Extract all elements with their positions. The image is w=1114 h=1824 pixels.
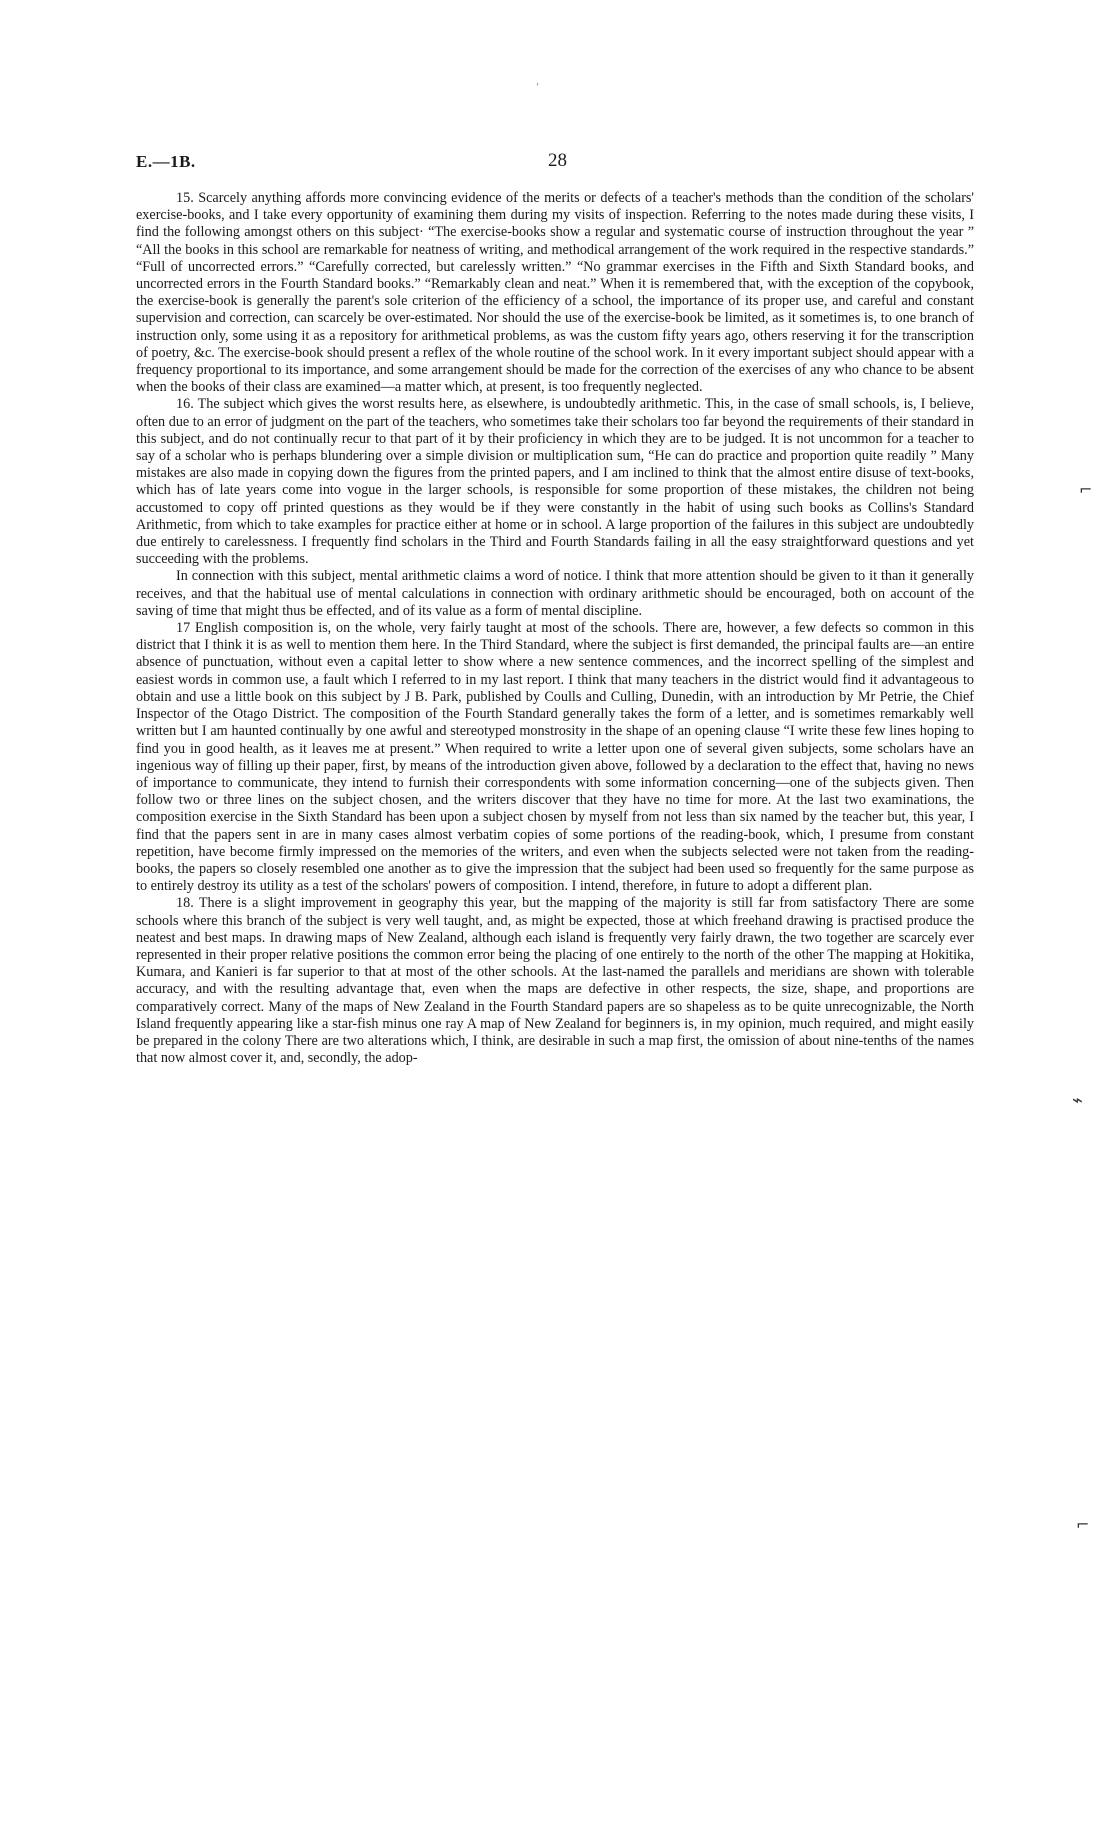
- paragraph-15: 15. Scarcely anything affords more convincing evidence of the merits or defects of a teacher's methods than the condition of the scholars' exercise-books, and I take every opportunity of examining them during my visits of inspection. Referring to the notes made during these visits, I find the following amongst others on this subject· “The exercise-books show a regular and systematic course of instruction throughout the year ” “All the books in this school are remarkable for neatness of writing, and methodical arrangement of the work required in the respective standards.” “Full of uncorrected errors.” “Carefully corrected, but carelessly written.” “No grammar exercises in the Fifth and Sixth Standard books, and uncorrected errors in the Fourth Standard books.” “Remarkably clean and neat.” When it is remembered that, with the exception of the copybook, the exercise-book is generally the parent's sole criterion of the efficiency of a school, the importance of its proper use, and careful and constant supervision and correction, can scarcely be over-estimated. Nor should the use of the exercise-book be limited, as it sometimes is, to one branch of instruction only, some using it as a repository for arithmetical problems, as was the custom fifty years ago, others reserving it for the transcription of poetry, &c. The exercise-book should present a reflex of the whole routine of the school work. In it every important subject should appear with a frequency proportional to its importance, and some arrangement should be made for the correction of the exercises of any who chance to be absent when the books of their class are examined—a matter which, at present, is too frequently neglected.: [136, 190, 974, 396]
- margin-pencil-mark: ⌐: [1076, 1515, 1090, 1534]
- paragraph-17: 17 English composition is, on the whole, very fairly taught at most of the schools. There are, however, a few defects so common in this district that I think it is as well to mention them here. In the Third Standard, where the subject is first demanded, the principal faults are—an entire absence of punctuation, without even a capital letter to show where a new sentence commences, and the incorrect spelling of the simplest and easiest words in common use, a fault which I referred to in my last report. I think that many teachers in the district would find it advantageous to obtain and use a little book on this subject by J B. Park, published by Coulls and Culling, Dunedin, with an introduction by Mr Petrie, the Chief Inspector of the Otago District. The composition of the Fourth Standard generally takes the form of a letter, and is sometimes remarkably well written but I am haunted continually by one awful and stereotyped monstrosity in the shape of an opening clause “I write these few lines hoping to find you in good health, as it leaves me at present.” When required to write a letter upon one of several given subjects, some scholars have an ingenious way of filling up their paper, first, by means of the introduction given above, followed by a declaration to the effect that, having no news of importance to communicate, they intend to furnish their correspondents with some information concerning—one of the subjects given. Then follow two or three lines on the subject chosen, and the writers discover that they have no time for more. At the last two examinations, the composition exercise in the Sixth Standard has been upon a subject chosen by myself from not less than six named by the teacher but, this year, I find that the papers sent in are in many cases almost verbatim copies of some portions of the reading-book, which, I presume from constant repetition, have become firmly impressed on the memories of the writers, and even when the subjects selected were not taken from the reading-books, the papers so closely resembled one another as to give the impression that the subject had been used so frequently for the same purpose as to entirely destroy its utility as a test of the scholars' powers of composition. I intend, therefore, in future to adopt a different plan.: [136, 620, 974, 895]
- page-number: 28: [548, 150, 567, 171]
- body-text: [136, 190, 974, 1067]
- margin-pencil-mark: ⌁: [1072, 1090, 1083, 1111]
- paragraph-mental-arithmetic: In connection with this subject, mental arithmetic claims a word of notice. I think that more attention should be given to it than it generally receives, and that the habitual use of mental calculations in connection with ordinary arithmetic should be encouraged, both on account of the saving of time that might thus be effected, and of its value as a form of mental discipline.: [136, 568, 974, 619]
- margin-pencil-mark: ⌐: [1079, 480, 1093, 499]
- document-reference: E.—1B.: [136, 152, 196, 171]
- paragraph-18: 18. There is a slight improvement in geography this year, but the mapping of the majority is still far from satisfactory There are some schools where this branch of the subject is very well taught, and, as might be expected, those at which freehand drawing is practised produce the neatest and best maps. In drawing maps of New Zealand, although each island is frequently very fairly drawn, the two together are scarcely ever represented in their proper relative positions the common error being the placing of one entirely to the north of the other The mapping at Hokitika, Kumara, and Kanieri is far superior to that at most of the other schools. At the last-named the parallels and meridians are shown with tolerable accuracy, and with the resulting advantage that, even when the maps are defective in other respects, the size, shape, and proportions are comparatively correct. Many of the maps of New Zealand in the Fourth Standard papers are so shapeless as to be quite unrecognizable, the North Island frequently appearing like a star-fish minus one ray A map of New Zealand for beginners is, in my opinion, much required, and might easily be prepared in the colony There are two alterations which, I think, are desirable in such a map first, the omission of about nine-tenths of the names that now almost cover it, and, secondly, the adop-: [136, 895, 974, 1067]
- paragraph-16: 16. The subject which gives the worst results here, as elsewhere, is undoubtedly arithmetic. This, in the case of small schools, is, I believe, often due to an error of judgment on the part of the teachers, who sometimes take their scholars too far beyond the requirements of their standard in this subject, and do not continually recur to that part of it by their proficiency in which they are to be judged. It is not uncommon for a teacher to say of a scholar who is perhaps blundering over a simple division or multiplication sum, “He can do practice and proportion quite readily ” Many mistakes are also made in copying down the figures from the printed papers, and I am inclined to think that the almost entire disuse of text-books, which has of late years come into vogue in the larger schools, is responsible for some proportion of these mistakes, the children not being accustomed to copy off printed questions as they would be if they were constantly in the habit of using such books as Collins's Standard Arithmetic, from which to take examples for practice either at home or in school. A large proportion of the failures in this subject are undoubtedly due entirely to carelessness. I frequently find scholars in the Third and Fourth Standards failing in all the easy straightforward questions and yet succeeding with the problems.: [136, 396, 974, 568]
- margin-tick-mark: ': [536, 82, 539, 93]
